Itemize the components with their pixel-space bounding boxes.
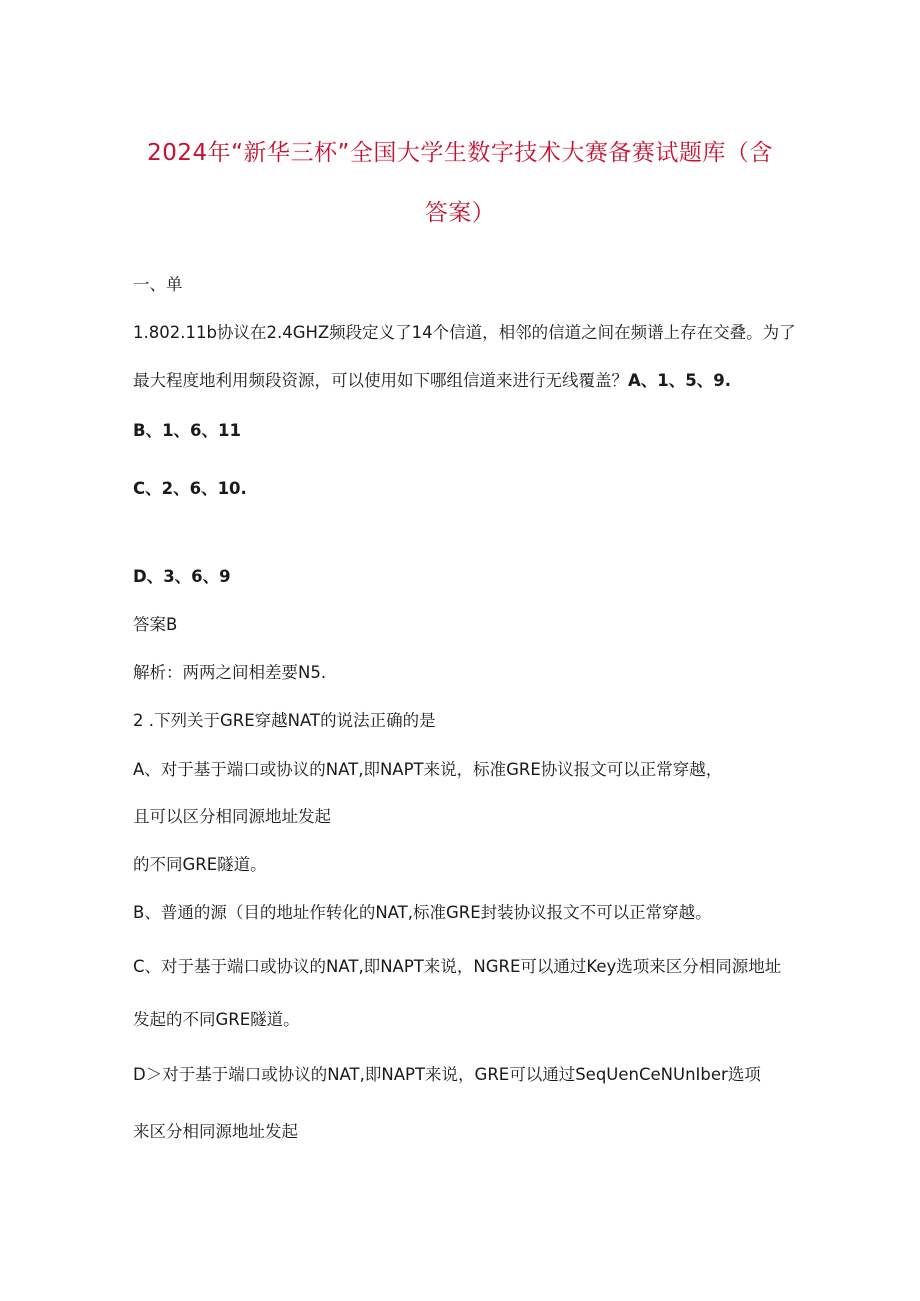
- q1-analysis: 解析：两两之间相差要N5.: [133, 663, 327, 682]
- q2-option-a-line-1: A、对于基于端口或协议的NAT,即NAPT来说，标准GRE协议报文可以正常穿越，: [133, 760, 723, 779]
- q1-stem-line-1: 1.802.11b协议在2.4GHZ频段定义了14个信道，相邻的信道之间在频谱上存在交叠。为了: [133, 323, 796, 342]
- q1-stem-text: 最大程度地利用频段资源，可以使用如下哪组信道来进行无线覆盖？: [133, 371, 628, 390]
- q1-stem-line-2: [133, 370, 731, 392]
- document-title-line-1: 2024年“新华三杯”全国大学生数字技术大赛备赛试题库（含: [147, 140, 773, 166]
- q1-answer: 答案B: [133, 615, 178, 634]
- q2-option-c-line-2: 发起的不同GRE隧道。: [133, 1010, 300, 1029]
- q1-option-a: A、1、5、9.: [628, 371, 731, 390]
- q1-option-d: D、3、6、9: [133, 567, 231, 586]
- q2-option-d-line-2: 来区分相同源地址发起: [133, 1122, 298, 1141]
- q2-option-a-line-2: 且可以区分相同源地址发起: [133, 807, 331, 826]
- q1-option-b: B、1、6、11: [133, 421, 241, 440]
- document-title-line-2: 答案）: [424, 200, 496, 226]
- q2-stem: 2 .下列关于GRE穿越NAT的说法正确的是: [133, 711, 436, 730]
- q1-option-c: C、2、6、10.: [133, 479, 247, 498]
- q2-option-c-line-1: C、对于基于端口或协议的NAT,即NAPT来说，NGRE可以通过Key选项来区分相同源地址: [133, 957, 782, 976]
- q2-option-d-line-1: D＞对于基于端口或协议的NAT,即NAPT来说，GRE可以通过SeqUenCeNUnIber选项: [133, 1065, 761, 1084]
- q2-option-a-line-3: 的不同GRE隧道。: [133, 855, 267, 874]
- section-heading: 一、单: [133, 275, 183, 294]
- q2-option-b: B、普通的源（目的地址作转化的NAT,标准GRE封装协议报文不可以正常穿越。: [133, 903, 712, 922]
